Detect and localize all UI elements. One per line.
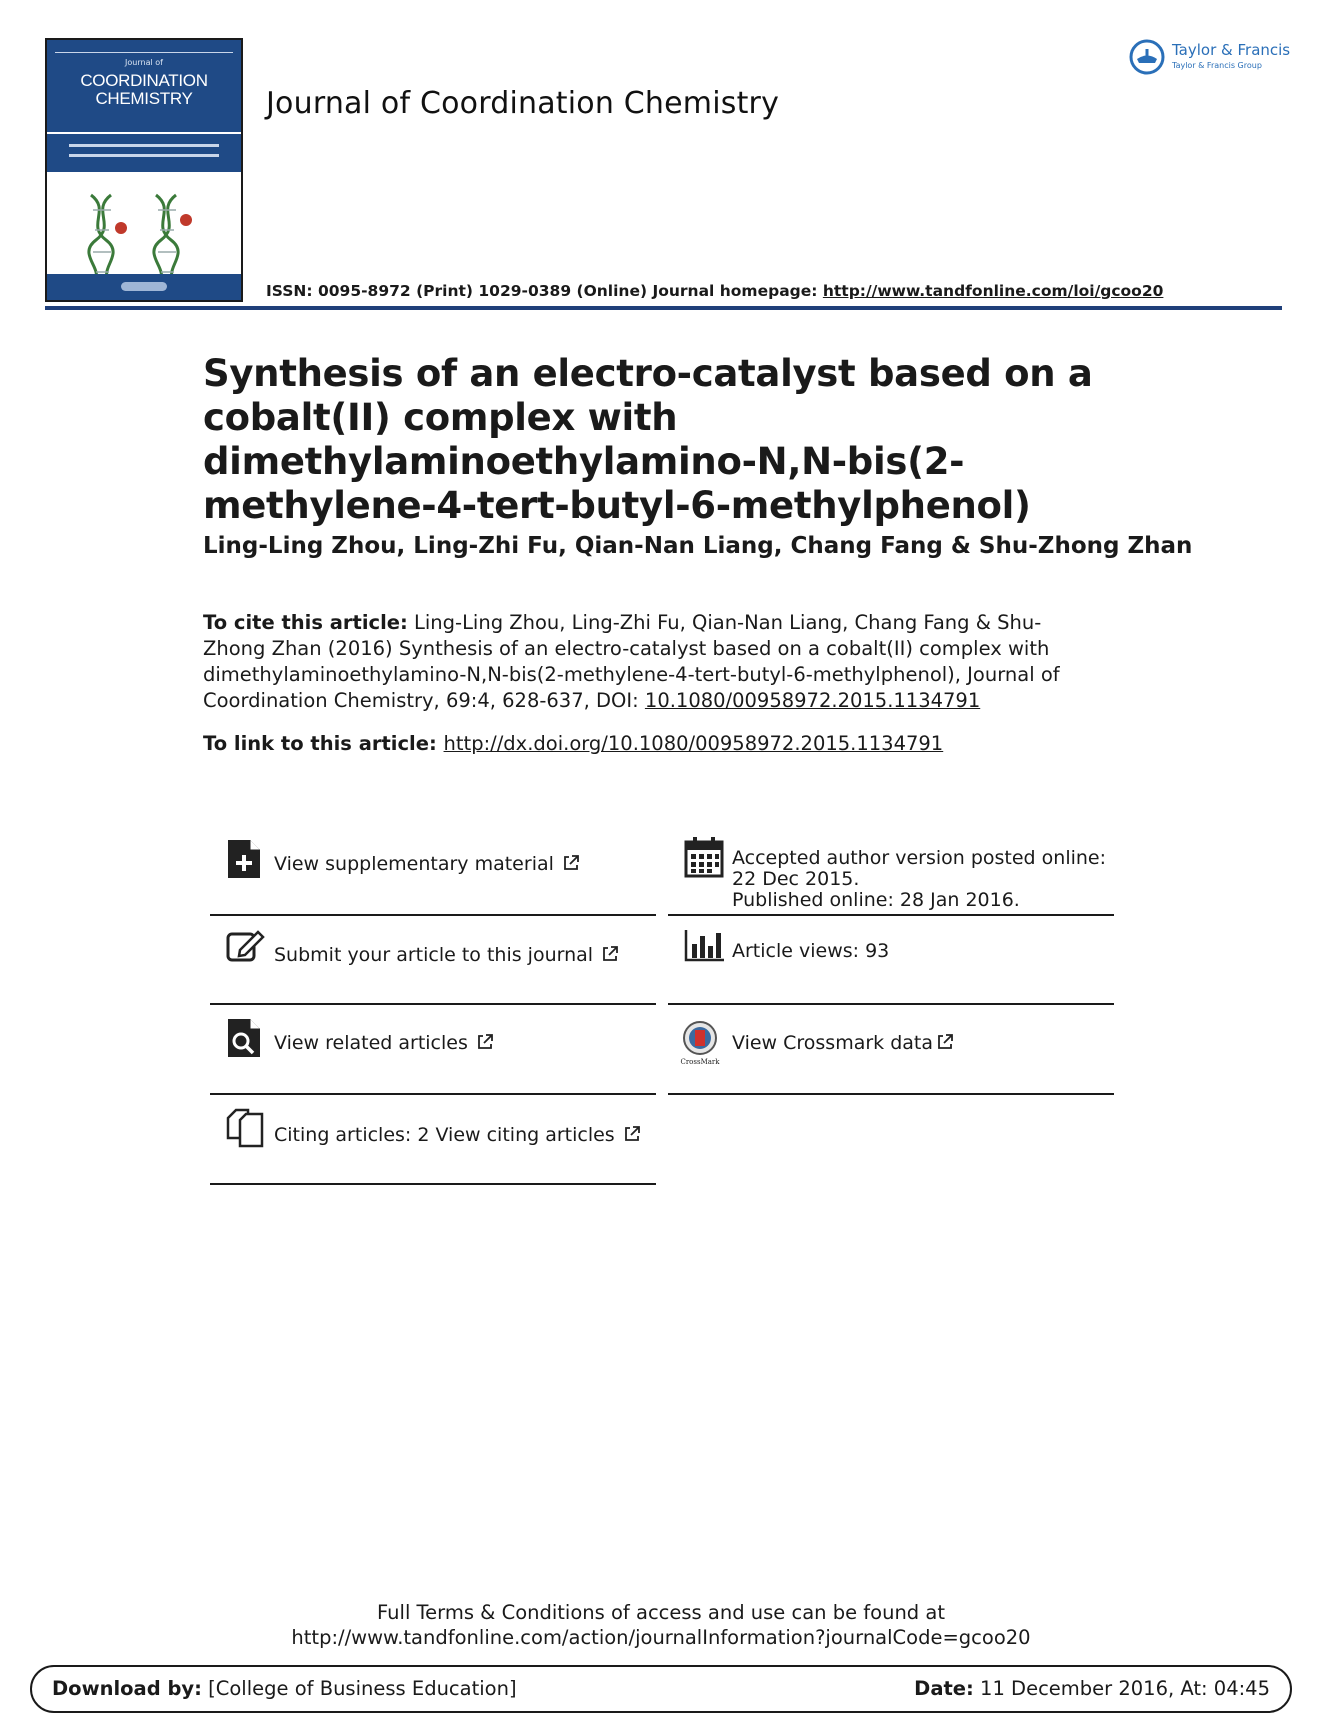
- search-document-icon: [226, 1017, 262, 1059]
- calendar-icon: [684, 836, 724, 878]
- issn-line: [266, 282, 1163, 300]
- terms-url[interactable]: http://www.tandfonline.com/action/journalInformation?journalCode=gcoo20: [291, 1626, 1031, 1649]
- journal-title: Journal of Coordination Chemistry: [266, 86, 780, 121]
- crossmark-logo-icon: [678, 1020, 722, 1066]
- supplementary-file-icon: [226, 838, 262, 880]
- cover-title-line2: CHEMISTRY: [95, 89, 193, 108]
- divider: [210, 1003, 656, 1005]
- journal-homepage-link[interactable]: http://www.tandfonline.com/loi/gcoo20: [822, 282, 1164, 300]
- download-by: [52, 1677, 517, 1700]
- crossmark-label: View Crossmark data: [732, 1032, 934, 1054]
- cover-title-line1: COORDINATION: [80, 71, 208, 90]
- citing-label: Citing articles: 2 View citing articles: [274, 1124, 615, 1146]
- cite-label: To cite this article:: [203, 611, 408, 634]
- taylor-francis-logo-icon: [1128, 38, 1166, 76]
- article-link-block: [203, 732, 943, 755]
- supplementary-label: View supplementary material: [274, 853, 554, 875]
- download-info-bar: [30, 1665, 1292, 1713]
- download-label: Download by:: [52, 1677, 202, 1700]
- views-label: Article views: 93: [732, 940, 890, 962]
- external-link-icon: [562, 854, 580, 872]
- download-value: [College of Business Education]: [201, 1677, 517, 1700]
- issn-text: ISSN: 0095-8972 (Print) 1029-0389 (Online) Journal homepage:: [266, 282, 823, 300]
- cover-small-text: Journal of: [125, 58, 163, 67]
- crossmark-logo-text: CrossMark: [680, 1058, 720, 1066]
- date-value: 11 December 2016, At: 04:45: [973, 1677, 1270, 1700]
- bar-chart-icon: [684, 928, 726, 962]
- article-authors: Ling-Ling Zhou, Ling-Zhi Fu, Qian-Nan Liang, Chang Fang & Shu-Zhong Zhan: [203, 533, 1193, 559]
- publisher-name: Taylor & Francis: [1172, 41, 1291, 59]
- external-link-icon: [936, 1033, 954, 1051]
- external-link-icon: [476, 1033, 494, 1051]
- terms-line1: Full Terms & Conditions of access and use can be found at: [377, 1601, 945, 1624]
- published-online-text: Published online: 28 Jan 2016.: [732, 889, 1020, 911]
- cite-text: Ling-Ling Zhou, Ling-Zhi Fu, Qian-Nan Liang, Chang Fang & Shu-Zhong Zhan (2016) Synthesis of an electro-catalyst based on a cobalt(II) complex with dimethylaminoethylamino-N,N-bis(2-methylene-4-tert-butyl-6-methylphenol), Journal of Coordination Chemistry, 69:4, 628-637, DOI:: [203, 611, 1060, 712]
- citing-documents-icon: [226, 1108, 264, 1148]
- article-doi-link[interactable]: http://dx.doi.org/10.1080/00958972.2015.1134791: [443, 732, 944, 755]
- edit-icon: [226, 928, 266, 964]
- divider: [668, 1003, 1114, 1005]
- divider: [210, 1183, 656, 1185]
- cite-doi-link[interactable]: 10.1080/00958972.2015.1134791: [644, 689, 981, 712]
- article-title: Synthesis of an electro-catalyst based on a cobalt(II) complex with dimethylaminoethylamino-N,N-bis(2-methylene-4-tert-butyl-6-methylphenol): [203, 352, 1093, 527]
- terms-block: [0, 1600, 1322, 1650]
- link-label: To link to this article:: [203, 732, 444, 755]
- download-date: [914, 1677, 1270, 1700]
- external-link-icon: [623, 1125, 641, 1143]
- related-label: View related articles: [274, 1032, 468, 1054]
- publisher-group: Taylor & Francis Group: [1172, 61, 1262, 70]
- citation-block: [203, 610, 1083, 714]
- journal-cover: [45, 38, 243, 302]
- divider: [210, 914, 656, 916]
- external-link-icon: [601, 945, 619, 963]
- molecule-image: [81, 190, 211, 285]
- date-label: Date:: [914, 1677, 974, 1700]
- divider: [668, 914, 1114, 916]
- submit-label: Submit your article to this journal: [274, 944, 594, 966]
- divider: [210, 1093, 656, 1095]
- accepted-online-text: Accepted author version posted online: 22 Dec 2015.: [732, 847, 1107, 890]
- divider: [668, 1093, 1114, 1095]
- header-divider: [45, 306, 1282, 310]
